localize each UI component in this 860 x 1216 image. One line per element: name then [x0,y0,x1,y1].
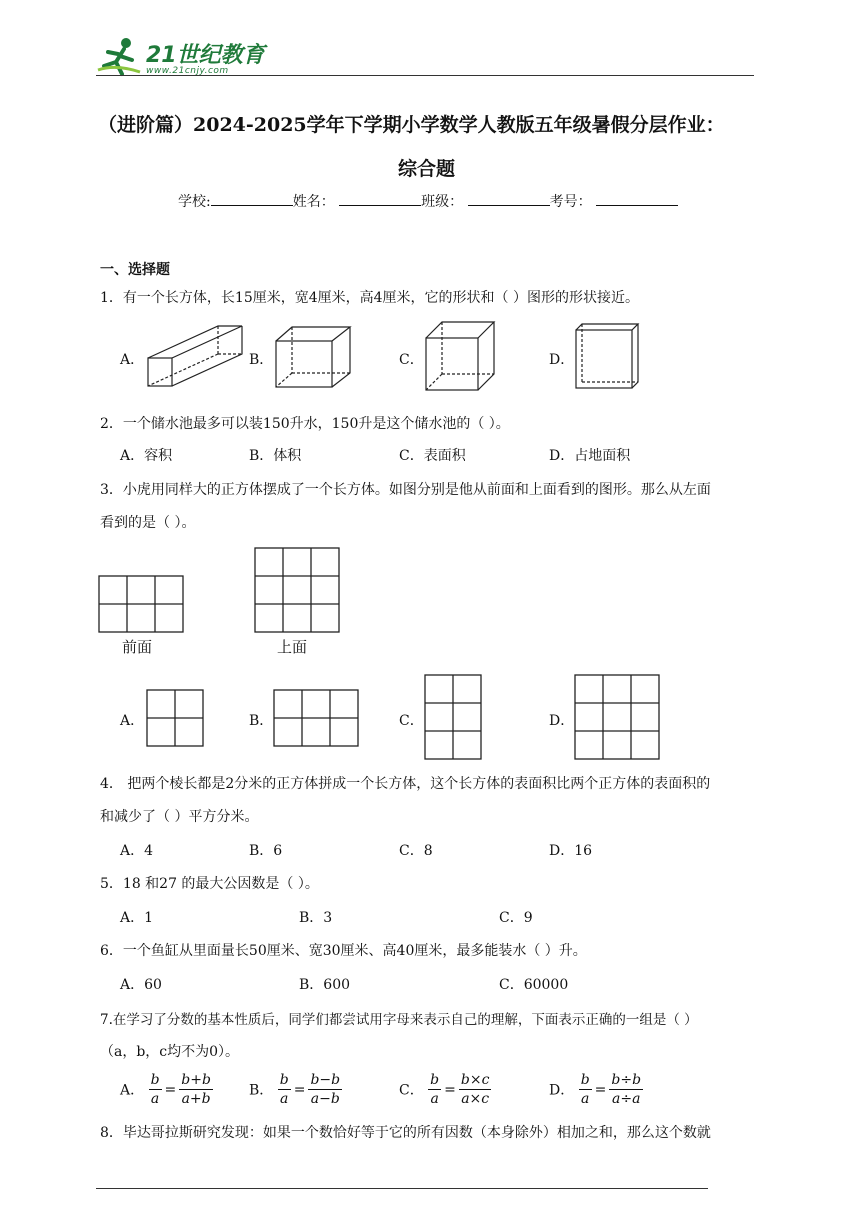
denominator: a×c [461,1091,490,1107]
q4-option-c[interactable]: C．8 [399,843,433,859]
q7-text-line1: 7.在学习了分数的基本性质后，同学们都尝试用字母来表示自己的理解，下面表示正确的一组是（ ） [100,1012,698,1028]
q7-c-left-fraction [428,1071,441,1108]
q3-front-label: 前面 [122,638,153,656]
q5-option-b[interactable]: B．3 [299,910,333,926]
q3-option-d-grid [574,674,662,762]
q3-option-a[interactable]: A． [120,713,145,729]
q6-option-a[interactable]: A．60 [120,977,162,993]
q3-top-label: 上面 [277,638,308,656]
denominator: a [280,1091,289,1107]
q3-text-line2: 看到的是（ ）。 [100,515,196,531]
q7-a-left-fraction [149,1071,162,1108]
q7-option-b-label: B． [249,1082,274,1099]
q7-b-right-fraction [308,1071,342,1108]
q1-option-d[interactable]: D． [549,352,575,368]
denominator: a [580,1091,590,1107]
q8-text: 8．毕达哥拉斯研究发现：如果一个数恰好等于它的所有因数（本身除外）相加之和，那么这个数就 [100,1125,711,1141]
equals-sign: = [293,1081,306,1098]
q1-flat-box-figure [574,322,640,390]
q2-text: 2．一个储水池最多可以装150升水，150升是这个储水池的（ ）。 [100,416,510,432]
q6-text: 6．一个鱼缸从里面量长50厘米、宽30厘米、高40厘米，最多能装水（ ）升。 [100,943,587,959]
exam-no-label: 考号： [549,194,592,210]
q7-d-right-fraction [609,1071,643,1108]
q3-option-c[interactable]: C． [399,713,424,729]
denominator: a÷a [612,1091,641,1107]
student-info-line [178,191,678,211]
q5-option-a[interactable]: A．1 [120,910,154,926]
footer-rule [96,1188,708,1189]
header-rule [96,75,754,76]
q7-option-d[interactable] [549,1071,643,1108]
runner-logo-icon [96,36,144,78]
q5-option-c[interactable]: C．9 [499,910,533,926]
q6-option-c[interactable]: C．60000 [499,977,569,993]
q4-text-line1: 4． 把两个棱长都是2分米的正方体拼成一个长方体，这个长方体的表面积比两个正方体的表面积的 [100,776,711,792]
q7-b-left-fraction [278,1071,291,1108]
q2-option-d[interactable]: D．占地面积 [549,448,631,464]
page-title-line2: 综合题 [398,158,456,180]
q2-option-b[interactable]: B．体积 [249,448,302,464]
denominator: a [430,1091,439,1107]
q4-option-a[interactable]: A．4 [120,843,154,859]
school-blank[interactable] [211,191,293,206]
q7-option-a[interactable] [120,1071,213,1108]
numerator: b [580,1072,590,1088]
numerator: b+b [181,1072,211,1088]
q1-text: 1．有一个长方体，长15厘米，宽4厘米，高4厘米，它的形状和（ ）图形的形状接近。 [100,290,639,306]
q7-option-a-label: A． [120,1082,145,1099]
equals-sign: = [444,1081,456,1098]
logo-main-text: 21世纪教育 [146,43,265,68]
numerator: b [279,1072,289,1088]
q3-option-c-grid [424,674,484,762]
q7-a-right-fraction [179,1071,213,1108]
q1-option-b[interactable]: B． [249,352,274,368]
numerator: b÷b [611,1072,642,1088]
q2-option-c[interactable]: C．表面积 [399,448,466,464]
name-label: 姓名： [292,194,335,210]
q1-option-a[interactable]: A． [120,352,145,368]
q3-front-view-grid [98,575,186,635]
q6-option-b[interactable]: B．600 [299,977,351,993]
numerator: b−b [310,1072,341,1088]
numerator: b [430,1072,440,1088]
page-title-line1: （进阶篇）2024-2025学年下学期小学数学人教版五年级暑假分层作业： [98,114,725,136]
equals-sign: = [594,1081,607,1098]
denominator: a+b [181,1091,211,1107]
equals-sign: = [164,1081,177,1098]
exam-no-blank[interactable] [596,191,678,206]
numerator: b [150,1072,160,1088]
q3-option-b-grid [273,689,361,749]
q7-option-b[interactable] [249,1071,342,1108]
q1-box-figure [274,325,352,389]
q1-option-c[interactable]: C． [399,352,424,368]
q7-option-c-label: C． [399,1082,424,1099]
q2-option-a[interactable]: A．容积 [120,448,173,464]
q4-option-d[interactable]: D．16 [549,843,593,859]
q4-option-b[interactable]: B．6 [249,843,283,859]
q5-text: 5．18 和27 的最大公因数是（ ）。 [100,876,319,892]
logo-sub-text: www.21cnjy.com [146,66,229,76]
q3-option-a-grid [146,689,206,749]
denominator: a [150,1091,160,1107]
q1-long-cuboid-figure [146,322,244,390]
q3-text-line1: 3．小虎用同样大的正方体摆成了一个长方体。如图分别是他从前面和上面看到的图形。那么从左面 [100,482,711,498]
class-blank[interactable] [468,191,550,206]
q7-option-c[interactable] [399,1071,491,1108]
q3-top-view-grid [254,547,342,635]
school-label: 学校: [178,194,211,210]
q7-option-d-label: D． [549,1082,575,1099]
class-label: 班级： [421,194,464,210]
q7-text-line2: （a，b，c均不为0）。 [100,1044,240,1060]
name-blank[interactable] [339,191,421,206]
q1-cube-figure [424,320,496,392]
numerator: b×c [460,1072,490,1088]
denominator: a−b [310,1091,340,1107]
q7-d-left-fraction [579,1071,592,1108]
q3-option-d[interactable]: D． [549,713,575,729]
q4-text-line2: 和减少了（ ）平方分米。 [100,809,259,825]
q7-c-right-fraction [459,1071,492,1108]
section-heading: 一、选择题 [100,262,170,278]
logo [96,36,266,80]
q3-option-b[interactable]: B． [249,713,274,729]
